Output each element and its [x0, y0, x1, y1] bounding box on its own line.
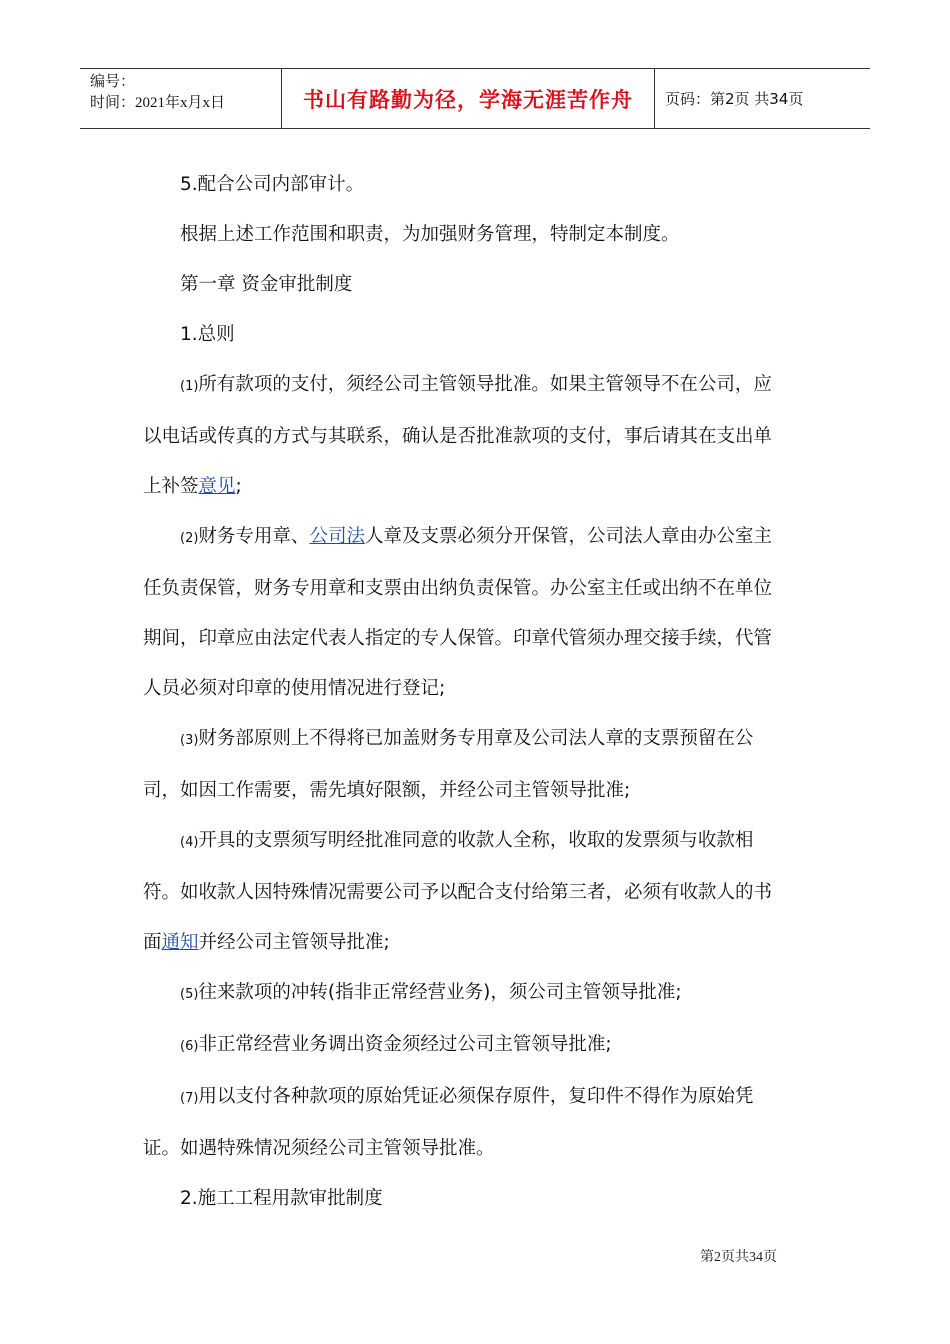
- document-header: [80, 68, 870, 129]
- header-page-cell: [655, 69, 870, 128]
- link-opinion[interactable]: 意见: [198, 476, 236, 497]
- item-text: 财务专用章、: [198, 526, 310, 547]
- paragraph: 5.配合公司内部审计。: [180, 174, 365, 195]
- paragraph: 根据上述工作范围和职责，为加强财务管理，特制定本制度。: [180, 224, 680, 245]
- section-heading: 2.施工工程用款审批制度: [180, 1188, 383, 1209]
- item-number: (1): [180, 379, 199, 394]
- link-notice[interactable]: 通知: [161, 932, 199, 953]
- list-item: [143, 1072, 785, 1174]
- item-text: 所有款项的支付，须经公司主管领导批准。如果主管领导不在公司，应以电话或传真的方式与其联系，确认是否批准款项的支付，事后请其在支出单上补签: [143, 374, 773, 497]
- document-body: [143, 160, 785, 1224]
- time-value: 2021年x月x日: [135, 95, 226, 111]
- item-text: 非正常经营业务调出资金须经过公司主管领导批准;: [198, 1034, 612, 1055]
- item-number: (4): [180, 835, 199, 850]
- item-text-rest: 人章及支票必须分开保管，公司法人章由办公室主任负责保管，财务专用章和支票由出纳负责保管。办公室主任或出纳不在单位期间，印章应由法定代表人指定的专人保管。印章代管须办理交接手续，代管人员必须对印章的使用情况进行登记;: [143, 526, 773, 699]
- link-company-law[interactable]: 公司法: [309, 526, 365, 547]
- item-number: (6): [180, 1039, 199, 1054]
- time-label: 时间：: [90, 93, 136, 111]
- item-number: (2): [180, 531, 199, 546]
- page-label: 页码：第2页 共34页: [665, 90, 804, 108]
- item-number: (7): [180, 1091, 199, 1106]
- item-text-end: ;: [235, 476, 242, 497]
- item-text-rest: 并经公司主管领导批准;: [198, 932, 390, 953]
- item-text: 财务部原则上不得将已加盖财务专用章及公司法人章的支票预留在公司，如因工作需要，需先填好限额，并经公司主管领导批准;: [143, 728, 754, 801]
- header-meta: [80, 69, 282, 128]
- list-item: [143, 360, 785, 512]
- motto: 书山有路勤为径，学海无涯苦作舟: [303, 87, 633, 112]
- item-number: (3): [180, 733, 199, 748]
- list-item: [143, 512, 785, 714]
- list-item: [143, 714, 785, 816]
- header-motto-cell: [282, 69, 655, 128]
- number-label: 编号：: [90, 72, 136, 90]
- item-number: (5): [180, 987, 199, 1002]
- page-footer: 第2页共34页: [700, 1250, 777, 1265]
- item-text: 用以支付各种款项的原始凭证必须保存原件，复印件不得作为原始凭证。如遇特殊情况须经公司主管领导批准。: [143, 1086, 754, 1159]
- time-line: [90, 92, 281, 114]
- section-heading: 1.总则: [180, 324, 235, 345]
- chapter-heading: 第一章 资金审批制度: [180, 274, 353, 295]
- item-text: 开具的支票须写明经批准同意的收款人全称，收取的发票须与收款相符。如收款人因特殊情况需要公司予以配合支付给第三者，必须有收款人的书面: [143, 830, 773, 953]
- list-item: [143, 816, 785, 968]
- list-item: [143, 968, 785, 1020]
- list-item: [143, 1020, 785, 1072]
- item-text: 往来款项的冲转(指非正常经营业务)，须公司主管领导批准;: [198, 982, 682, 1003]
